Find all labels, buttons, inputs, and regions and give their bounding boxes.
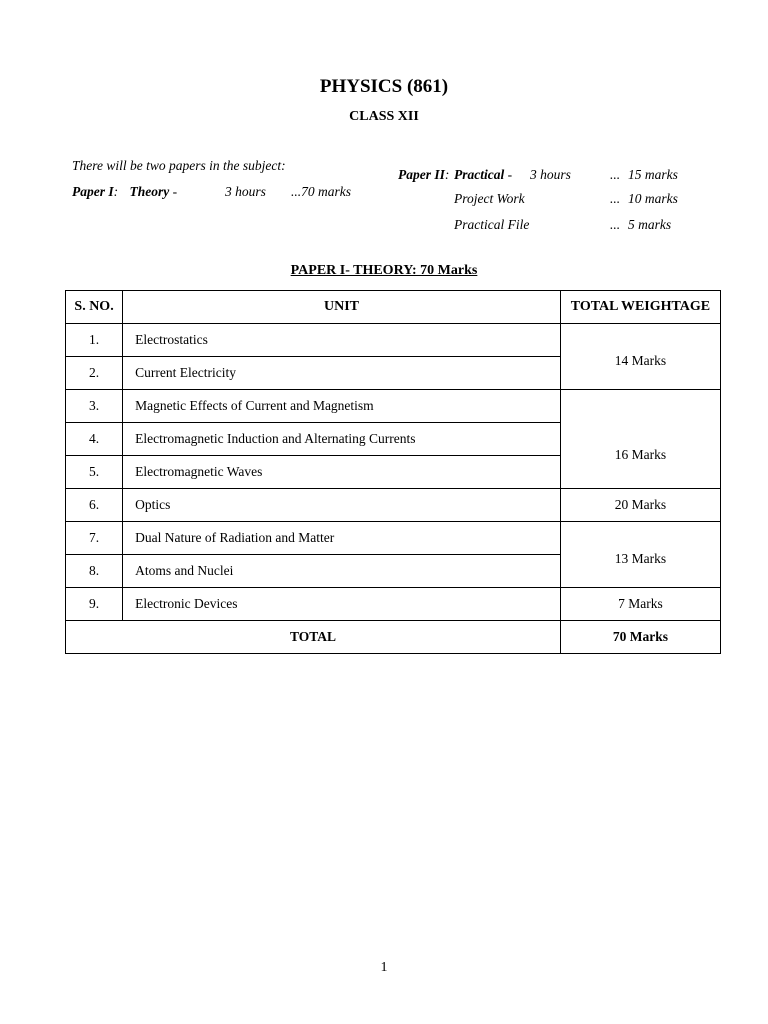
table-row	[66, 390, 721, 423]
paper2-colon: :	[444, 167, 450, 182]
paper2-practical	[454, 167, 512, 183]
units-table	[65, 290, 721, 654]
total-value: 70 Marks	[560, 621, 720, 654]
project-work-dots: ...	[610, 191, 621, 206]
project-work-marks: 10 marks	[628, 191, 678, 206]
paper1-dash: -	[172, 184, 178, 199]
row-unit: Atoms and Nuclei	[123, 555, 561, 588]
practical-dash: -	[507, 167, 513, 182]
practical-marks: 15 marks	[628, 167, 678, 182]
row-sno: 6.	[66, 489, 123, 522]
paper1-type: Theory	[129, 184, 170, 199]
row-unit: Optics	[123, 489, 561, 522]
paper1-colon: :	[113, 184, 119, 199]
practical-name: Practical	[454, 167, 505, 182]
col-header-sno: S. NO.	[66, 291, 123, 324]
row-unit: Electromagnetic Induction and Alternating Currents	[123, 423, 561, 456]
table-row	[66, 489, 721, 522]
row-unit: Magnetic Effects of Current and Magnetism	[123, 390, 561, 423]
row-unit: Electrostatics	[123, 324, 561, 357]
row-unit: Dual Nature of Radiation and Matter	[123, 522, 561, 555]
project-work-name: Project Work	[454, 191, 525, 206]
row-unit: Electromagnetic Waves	[123, 456, 561, 489]
weightage-cell: 16 Marks	[560, 390, 720, 489]
row-sno: 2.	[66, 357, 123, 390]
page-number: 1	[380, 960, 388, 975]
practical-duration: 3 hours	[530, 167, 571, 182]
weightage-cell: 13 Marks	[560, 522, 720, 588]
row-sno: 4.	[66, 423, 123, 456]
weightage-cell: 7 Marks	[560, 588, 720, 621]
paper2-label: Paper II	[398, 167, 445, 182]
table-row	[66, 324, 721, 357]
weightage-cell: 14 Marks	[560, 324, 720, 390]
row-sno: 9.	[66, 588, 123, 621]
table-heading: PAPER I- THEORY: 70 Marks	[290, 263, 478, 278]
page-title: PHYSICS (861)	[319, 76, 449, 97]
practical-file-name: Practical File	[454, 217, 530, 232]
row-sno: 5.	[66, 456, 123, 489]
practical-file-dots: ...	[610, 217, 621, 232]
practical-file-marks: 5 marks	[628, 217, 672, 232]
row-sno: 3.	[66, 390, 123, 423]
total-row	[66, 621, 721, 654]
class-subtitle: CLASS XII	[349, 109, 419, 124]
col-header-unit: UNIT	[123, 291, 561, 324]
row-sno: 1.	[66, 324, 123, 357]
weightage-cell: 20 Marks	[560, 489, 720, 522]
row-sno: 7.	[66, 522, 123, 555]
total-label: TOTAL	[66, 621, 561, 654]
table-header-row	[66, 291, 721, 324]
paper1-duration: 3 hours	[225, 184, 266, 199]
table-row	[66, 522, 721, 555]
intro-line: There will be two papers in the subject:	[72, 158, 286, 173]
paper2-label-line	[398, 167, 449, 183]
row-sno: 8.	[66, 555, 123, 588]
row-unit: Current Electricity	[123, 357, 561, 390]
practical-dots: ...	[610, 167, 621, 182]
col-header-weightage: TOTAL WEIGHTAGE	[560, 291, 720, 324]
table-row	[66, 588, 721, 621]
row-unit: Electronic Devices	[123, 588, 561, 621]
paper1-line	[72, 184, 177, 200]
paper1-marks: ...70 marks	[291, 184, 351, 199]
paper1-label: Paper I	[72, 184, 114, 199]
